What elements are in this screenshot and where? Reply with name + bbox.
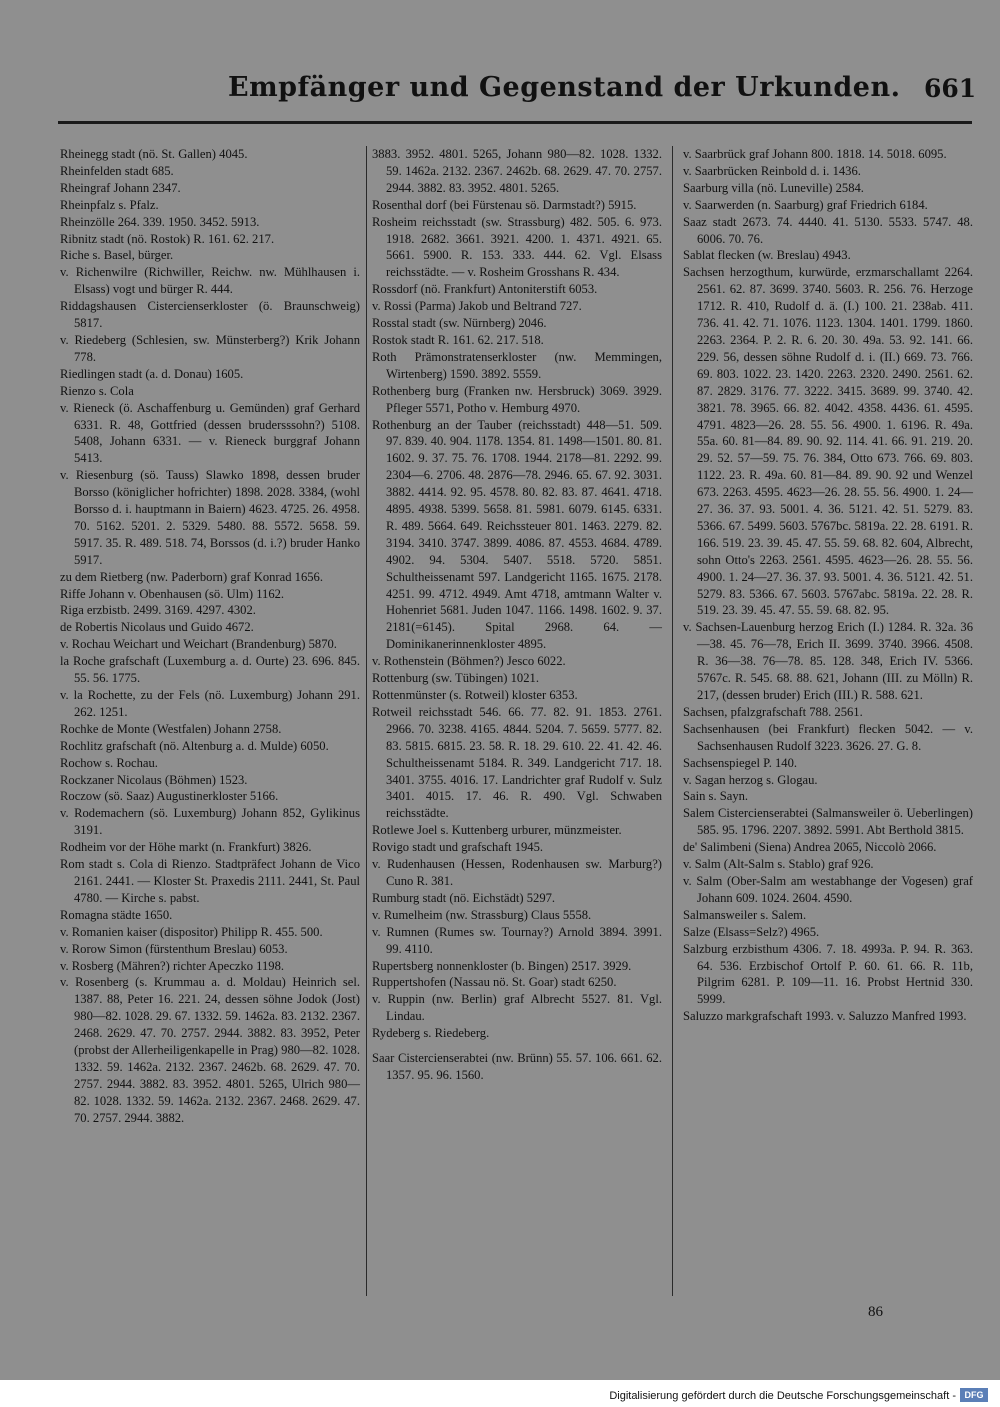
index-entry: Rheinfelden stadt 685. (60, 163, 174, 178)
index-entry: Salzburg erzbisthum 4306. 7. 18. 4993a. P. 94. R. 363. 64. 536. Erzbischof Ortolf P. 60. 61. 66. R. 11b, Pilgrim 6281. P. 109—11. 16. Probst Hertnid 330. 5999. (683, 941, 973, 1007)
index-entry: Sachsenhausen (bei Frankfurt) flecken 5042. — v. Sachsenhausen Rudolf 3223. 3626. 27. G. 8. (683, 721, 973, 753)
index-entry: Roth Prämonstratenserkloster (nw. Memmingen, Wirtenberg) 1590. 3892. 5559. (372, 349, 662, 381)
index-entry: Riedlingen stadt (a. d. Donau) 1605. (60, 366, 244, 381)
index-entry: Saarburg villa (nö. Luneville) 2584. (683, 180, 864, 195)
index-entry: v. Ruppin (nw. Berlin) graf Albrecht 5527. 81. Vgl. Lindau. (372, 992, 662, 1024)
index-entry: Sachsen herzogthum, kurwürde, erzmarschallamt 2264. 2561. 62. 87. 3699. 3740. 5603. R. 256. 76. Herzoge 1712. R. 410, Rudolf d. ä. (I.) 100. 21. 238ab. 411. 736. 41. 42. 71. 1076. 1123. 1304. 1401. 1799. 1860. 2263. 2364. P. 2. R. 6. 20. 30. 49a. 53. 92. 141. 66. 229. 56, dessen söhne Rudolf d. i. (II.) 669. 73. 766. 69. 803. 1022. 23. 1420. 2263. 2320. 2490. 2561. 62. 87. 2829. 3176. 77. 3222. 3415. 3689. 99. 3740. 42. 3821. 78. 3965. 66. 82. 4042. 4358. 4436. 61. 4595. 4791. 4823—26. 28. 55. 56. 4900. 1. 6196. R. 49a. 55a. 60. 81—84. 89. 90. 92. 114. 41. 66. 91. 219. 20. 29. 52. 57—59. 75. 76. 384, Otto 673. 766. 69. 803. 1122. 23. R. 49a. 60. 81—84. 89. 90. 92 und Wenzel 673. 2263. 4595. 4623—26. 28. 55. 56. 4900. 1. 24—27. 36. 37. 93. 5001. 4. 36. 5121. 42. 51. 5279. 83. 5366. 67. 5499. 5603. 5767bc. 5819a. 22. 28. 6191. R. 166. 519. 23. 39. 45. 47. 55. 59. 68. 82. 604, Albrecht, sohn Otto's 2263. 2561. 4595. 4623—26. 28. 55. 56. 4900. 1. 24—27. 36. 37. 93. 5001. 4. 36. 5121. 42. 51. 5279. 83. 5366. 67. 5603. 5767abc. 5819a. 22. 28. R. 519. 23. 39. 45. 47. 55. 59. 68. 82. 95. (683, 265, 973, 618)
index-entry: Rothenburg an der Tauber (reichsstadt) 448—51. 509. 97. 839. 40. 904. 1178. 1354. 81. 1498—1501. 80. 81. 1602. 9. 37. 75. 76. 1708. 1944. 2178—81. 2292. 99. 2304—6. 2706. 48. 2876—78. 2946. 65. 67. 92. 3031. 3882. 4414. 92. 95. 4578. 80. 82. 83. 87. 4641. 4718. 4895. 4938. 5399. 5658. 81. 5981. 6079. 6145. 6331. R. 489. 5664. 649. Reichssteuer 801. 1463. 2279. 82. 3194. 3410. 3747. 3899. 4086. 87. 4553. 4684. 4789. 4902. 94. 5304. 5407. 5518. 5720. 5851. Schultheissenamt 597. Landgericht 1165. 1675. 2178. 4251. 99. 4712. 4949. Amt 4718, amtmann Walter v. Hohenriet 5681. Juden 1047. 1166. 1498. 1602. 9. 37. 2181(=6145). Spital 2968. 64. — Dominikanerinnenkloster 4895. (372, 417, 662, 652)
index-entry: Rostok stadt R. 161. 62. 217. 518. (372, 332, 544, 347)
index-entry: v. Rorow Simon (fürstenthum Breslau) 6053. (60, 941, 288, 956)
index-entry: Roczow (sö. Saaz) Augustinerkloster 5166. (60, 789, 279, 804)
index-entry: v. Rudenhausen (Hessen, Rodenhausen sw. Marburg?) Cuno R. 381. (372, 857, 662, 888)
index-entry: Riddagshausen Cistercienserkloster (ö. Braunschweig) 5817. (60, 299, 360, 331)
index-entry: v. Saarwerden (n. Saarburg) graf Friedrich 6184. (683, 197, 928, 212)
index-entry: Romagna städte 1650. (60, 907, 173, 922)
index-entry: Sablat flecken (w. Breslau) 4943. (683, 248, 851, 263)
index-entry: v. Rodemachern (sö. Luxemburg) Johann 852, Gylikinus 3191. (60, 806, 360, 838)
index-entry: Riffe Johann v. Obenhausen (sö. Ulm) 1162. (60, 586, 285, 601)
index-column-2 (372, 146, 662, 1084)
page-number: 661 (924, 74, 977, 103)
header-rule (58, 121, 972, 124)
index-entry: Riga erzbistb. 2499. 3169. 4297. 4302. (60, 603, 256, 618)
index-entry: 3883. 3952. 4801. 5265, Johann 980—82. 1028. 1332. 59. 1462a. 2132. 2367. 2462b. 68. 2629. 47. 70. 2757. 2944. 3882. 83. 3952. 4801. 5265. (372, 147, 662, 195)
index-entry: Rodheim vor der Höhe markt (n. Frankfurt) 3826. (60, 840, 312, 855)
index-entry: Salmansweiler s. Salem. (683, 907, 807, 922)
column-divider (672, 146, 673, 1296)
index-entry: Rom stadt s. Cola di Rienzo. Stadtpräfect Johann de Vico 2161. 2441. — Kloster St. Praxedis 2111. 2441, St. Paul 4780. — Kirche s. pabst. (60, 857, 360, 905)
index-entry: Rossdorf (nö. Frankfurt) Antoniterstift 6053. (372, 282, 598, 297)
index-entry: v. la Rochette, zu der Fels (nö. Luxemburg) Johann 291. 262. 1251. (60, 688, 360, 719)
index-entry: v. Rosenberg (s. Krummau a. d. Moldau) Heinrich sel. 1387. 88, Peter 16. 221. 24, dessen söhne Jodok (Jost) 980—82. 1028. 29. 67. 1332. 59. 1462a. 83. 2132. 2367. 2468. 2629. 47. 70. 2757. 2944. 3882. 83. 3952, Peter (probst der Allerheiligenkapelle in Prag) 980—82. 1028. 1332. 59. 1462a. 2132. 2367. 2462b. 68. 2629. 47. 70. 2757. 2944. 3882. 83. 3952. 4801. 5265, Ulrich 980—82. 1028. 1332. 59. 1462a. 2132. 2367. 2468. 2629. 47. 70. 2757. 2944. 3882. (60, 975, 360, 1125)
index-entry: v. Romanien kaiser (dispositor) Philipp R. 455. 500. (60, 924, 323, 939)
index-entry: la Roche grafschaft (Luxemburg a. d. Ourte) 23. 696. 845. 55. 56. 1775. (60, 654, 360, 686)
index-entry: de Robertis Nicolaus und Guido 4672. (60, 620, 254, 635)
index-entry: Sachsen, pfalzgrafschaft 788. 2561. (683, 704, 863, 719)
index-entry: Rochow s. Rochau. (60, 755, 158, 770)
index-entry: Rockzaner Nicolaus (Böhmen) 1523. (60, 772, 248, 787)
index-column-3 (683, 146, 973, 1025)
index-entry: Rienzo s. Cola (60, 383, 134, 398)
index-entry: Ruppertshofen (Nassau nö. St. Goar) stadt 6250. (372, 975, 617, 990)
index-entry: v. Rothenstein (Böhmen?) Jesco 6022. (372, 654, 566, 669)
index-entry: Saar Cistercienserabtei (nw. Brünn) 55. 57. 106. 661. 62. 1357. 95. 96. 1560. (372, 1051, 662, 1082)
index-entry: Sain s. Sayn. (683, 789, 749, 804)
index-entry: v. Saarbrücken Reinbold d. i. 1436. (683, 163, 861, 178)
index-entry: Rosstal stadt (sw. Nürnberg) 2046. (372, 316, 547, 331)
index-entry: Rupertsberg nonnenkloster (b. Bingen) 2517. 3929. (372, 958, 632, 973)
index-entry: v. Rossi (Parma) Jakob und Beltrand 727. (372, 299, 582, 314)
index-entry: v. Rochau Weichart und Weichart (Brandenburg) 5870. (60, 637, 337, 652)
index-entry: Rheinpfalz s. Pfalz. (60, 197, 159, 212)
index-entry: de' Salimbeni (Siena) Andrea 2065, Niccolò 2066. (683, 840, 937, 855)
index-entry: Rheinzölle 264. 339. 1950. 3452. 5913. (60, 214, 260, 229)
index-entry: v. Rosberg (Mähren?) richter Apeczko 1198. (60, 958, 285, 973)
index-entry: Rotweil reichsstadt 546. 66. 77. 82. 91. 1853. 2761. 2966. 70. 3238. 4165. 4844. 5204. 7. 5659. 5777. 82. 83. 5815. 6815. 23. 58. R. 18. 29. 610. 22. 41. 42. 46. Schultheissenamt 5184. R. 349. Landgericht 717. 18. 3401. 3755. 4016. 17. Landrichter graf Rudolf v. Sulz 3401. 4015. 17. 46. R. 490. Vgl. Schwaben reichsstädte. (372, 704, 662, 821)
index-entry: Rottenmünster (s. Rotweil) kloster 6353. (372, 688, 578, 702)
index-entry: Rochke de Monte (Westfalen) Johann 2758. (60, 721, 282, 736)
index-entry: v. Saarbrück graf Johann 800. 1818. 14. 5018. 6095. (683, 147, 947, 161)
index-entry: Rovigo stadt und grafschaft 1945. (372, 840, 544, 855)
index-entry: v. Rieneck (ö. Aschaffenburg u. Gemünden) graf Gerhard 6331. R. 48, Gottfried (dessen brudersssohn?) 5108. 5408, Johann 6331. — v. Rieneck burggraf Johann 5413. (60, 400, 360, 466)
index-entry: v. Salm (Ober-Salm am westabhange der Vogesen) graf Johann 609. 1024. 2604. 4590. (683, 873, 973, 905)
index-entry: Rochlitz grafschaft (nö. Altenburg a. d. Mulde) 6050. (60, 738, 329, 753)
column-divider (366, 146, 367, 1296)
index-entry: v. Sagan herzog s. Glogau. (683, 772, 818, 787)
index-entry: v. Salm (Alt-Salm s. Stablo) graf 926. (683, 857, 874, 872)
index-entry: v. Rumelheim (nw. Strassburg) Claus 5558. (372, 907, 592, 922)
index-entry: v. Riesenburg (sö. Tauss) Slawko 1898, dessen bruder Borsso (königlicher hofrichter) 1898. 2028. 3384, (wohl Borsso d. i. hauptmann in Baiern) 4623. 4725. 26. 4958. 70. 5162. 5201. 2. 5329. 5480. 88. 5572. 5658. 59. 5917. 35. R. 489. 518. 74, Borssos (d. i.?) bruder Hanko 5917. (60, 468, 360, 567)
index-entry: Rumburg stadt (nö. Eichstädt) 5297. (372, 890, 556, 905)
index-entry: Saluzzo markgrafschaft 1993. v. Saluzzo Manfred 1993. (683, 1009, 967, 1024)
index-entry: zu dem Rietberg (nw. Paderborn) graf Konrad 1656. (60, 569, 323, 584)
index-entry: v. Sachsen-Lauenburg herzog Erich (I.) 1284. R. 32a. 36—38. 45. 76—78, Erich II. 3699. 3740. 3966. 4508. R. 36—38. 76—78. 85. 128. 348, Erich IV. 5366. 5767c. R. 545. 68. 88. 621, Johann (III. zu Mölln) R. 217, (dessen bruder) Erich (III.) R. 588. 621. (683, 620, 973, 702)
index-entry: Rheingraf Johann 2347. (60, 180, 181, 195)
index-entry: v. Rumnen (Rumes sw. Tournay?) Arnold 3894. 3991. 99. 4110. (372, 924, 662, 956)
index-entry: Rheinegg stadt (nö. St. Gallen) 4045. (60, 147, 248, 161)
index-entry: Rottenburg (sw. Tübingen) 1021. (372, 671, 539, 686)
index-entry: Ribnitz stadt (nö. Rostok) R. 161. 62. 217. (60, 231, 275, 246)
dfg-logo: DFG (960, 1388, 988, 1402)
index-entry: Rothenberg burg (Franken nw. Hersbruck) 3069. 3929. Pfleger 5571, Potho v. Hemburg 4970. (372, 383, 662, 415)
index-entry (372, 1042, 662, 1050)
sheet-number: 86 (868, 1304, 883, 1320)
index-entry: Rotlewe Joel s. Kuttenberg urburer, münzmeister. (372, 823, 622, 838)
index-entry: Salem Cistercienserabtei (Salmansweiler ö. Ueberlingen) 585. 95. 1796. 2207. 3892. 5991. Abt Berthold 3815. (683, 806, 973, 838)
index-entry: Rosenthal dorf (bei Fürstenau sö. Darmstadt?) 5915. (372, 197, 637, 212)
page-title: Empfänger und Gegenstand der Urkunden. (228, 72, 901, 103)
footer-credit: Digitalisierung gefördert durch die Deutsche Forschungsgemeinschaft - (609, 1390, 956, 1402)
index-entry: Saaz stadt 2673. 74. 4440. 41. 5130. 5533. 5747. 48. 6006. 70. 76. (683, 214, 973, 246)
index-entry: v. Richenwilre (Richwiller, Reichw. nw. Mühlhausen i. Elsass) vogt und bürger R. 444. (60, 265, 360, 297)
index-entry: Rydeberg s. Riedeberg. (372, 1026, 490, 1041)
index-entry: Riche s. Basel, bürger. (60, 248, 174, 263)
index-entry: Sachsenspiegel P. 140. (683, 755, 798, 770)
index-entry: Rosheim reichsstadt (sw. Strassburg) 482. 505. 6. 973. 1918. 2682. 3661. 3921. 4200. 1. 4371. 4921. 65. 5661. 5900. R. 153. 333. 444. 62. Vgl. Elsass reichsstädte. — v. Rosheim Grosshans R. 434. (372, 214, 662, 280)
index-entry: Salze (Elsass=Selz?) 4965. (683, 924, 820, 939)
index-entry: v. Riedeberg (Schlesien, sw. Münsterberg?) Krik Johann 778. (60, 332, 360, 364)
index-column-1 (60, 146, 360, 1127)
